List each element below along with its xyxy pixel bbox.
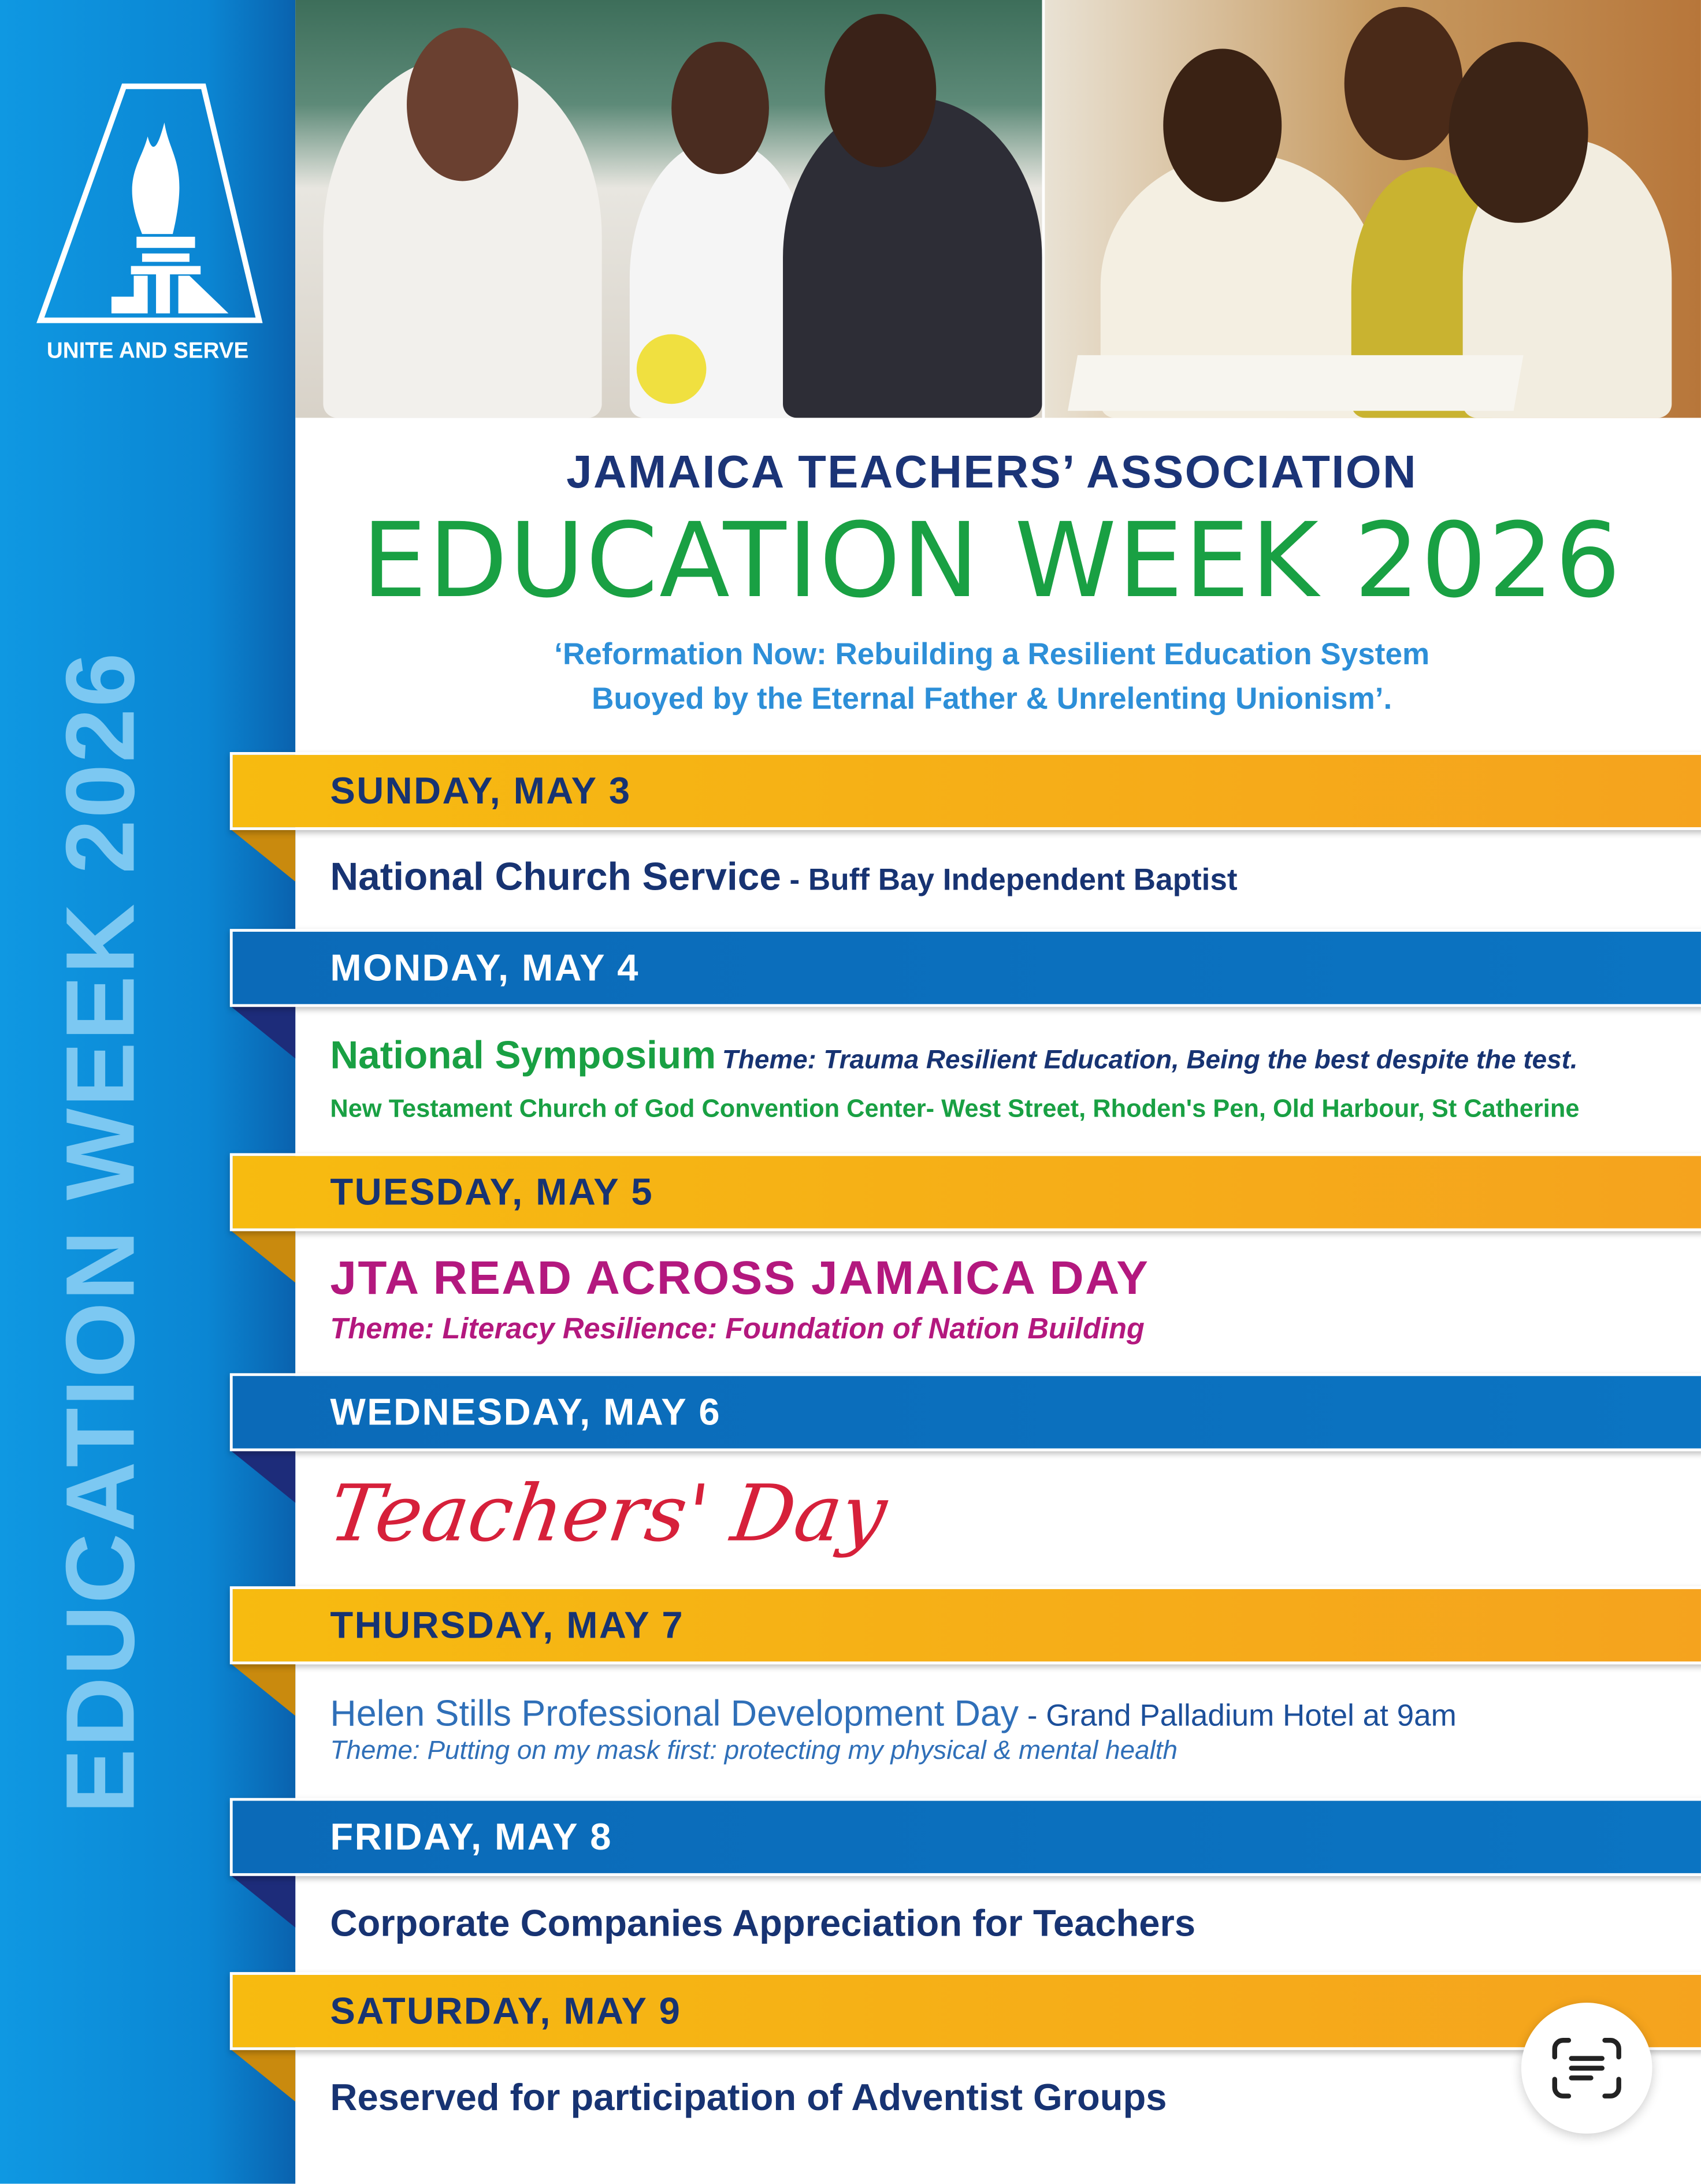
event-venue: - Grand Palladium Hotel at 9am [1019,1698,1457,1733]
tuesday-theme: Theme: Literacy Resilience: Foundation of Nation Building [330,1313,1145,1346]
tuesday-event: JTA READ ACROSS JAMAICA DAY [330,1252,1150,1305]
day-band-monday [230,929,1701,1007]
event-title: EDUCATION WEEK 2026 [362,501,1622,622]
band-fold [230,1006,295,1059]
day-label: MONDAY, MAY 4 [330,947,640,989]
day-band-wednesday [230,1373,1701,1451]
day-label: TUESDAY, MAY 5 [330,1171,654,1214]
day-label: FRIDAY, MAY 8 [330,1816,612,1858]
event-name: National Church Service [330,855,781,899]
day-band-sunday [230,752,1701,830]
event-name: National Symposium [330,1033,716,1077]
day-label: WEDNESDAY, MAY 6 [330,1391,722,1434]
photo-children-reading [1045,0,1701,418]
wednesday-event: Teachers' Day [324,1469,892,1560]
day-label: SUNDAY, MAY 3 [330,770,632,812]
day-band-thursday [230,1586,1701,1664]
sunday-event [330,855,1237,899]
tagline-line-2: Buoyed by the Eternal Father & Unrelenting Unionism’. [592,681,1392,716]
org-name: JAMAICA TEACHERS’ ASSOCIATION [566,445,1418,497]
thursday-event [330,1692,1456,1735]
monday-event [330,1033,1577,1078]
band-fold [230,829,295,882]
sidebar-vertical-title: EDUCATION WEEK 2026 [46,651,155,1814]
text-scan-icon [1521,2003,1652,2134]
band-fold [230,1450,295,1503]
band-fold [230,1874,295,1928]
photo-students-teacher [295,0,1042,418]
tagline-line-1: ‘Reformation Now: Rebuilding a Resilient Education System [554,636,1430,672]
band-fold [230,1663,295,1716]
day-band-saturday [230,1972,1701,2050]
logo-motto: UNITE AND SERVE [46,340,249,364]
day-band-friday [230,1798,1701,1876]
event-venue: - Buff Bay Independent Baptist [781,862,1238,897]
band-fold [230,2049,295,2102]
jta-torch-logo [36,81,266,373]
day-label: SATURDAY, MAY 9 [330,1990,682,2032]
day-label: THURSDAY, MAY 7 [330,1604,685,1646]
band-fold [230,1230,295,1283]
thursday-theme: Theme: Putting on my mask first: protecting my physical & mental health [330,1736,1178,1766]
monday-venue: New Testament Church of God Convention Center- West Street, Rhoden's Pen, Old Harbour, St Catherine [330,1095,1580,1123]
event-theme: Theme: Trauma Resilient Education, Being the best despite the test. [722,1046,1578,1076]
day-band-tuesday [230,1153,1701,1231]
text-scan-button[interactable] [1521,2003,1652,2134]
saturday-event: Reserved for participation of Adventist Groups [330,2076,1167,2119]
event-name: Helen Stills Professional Development Day [330,1692,1019,1734]
friday-event: Corporate Companies Appreciation for Teachers [330,1902,1196,1944]
